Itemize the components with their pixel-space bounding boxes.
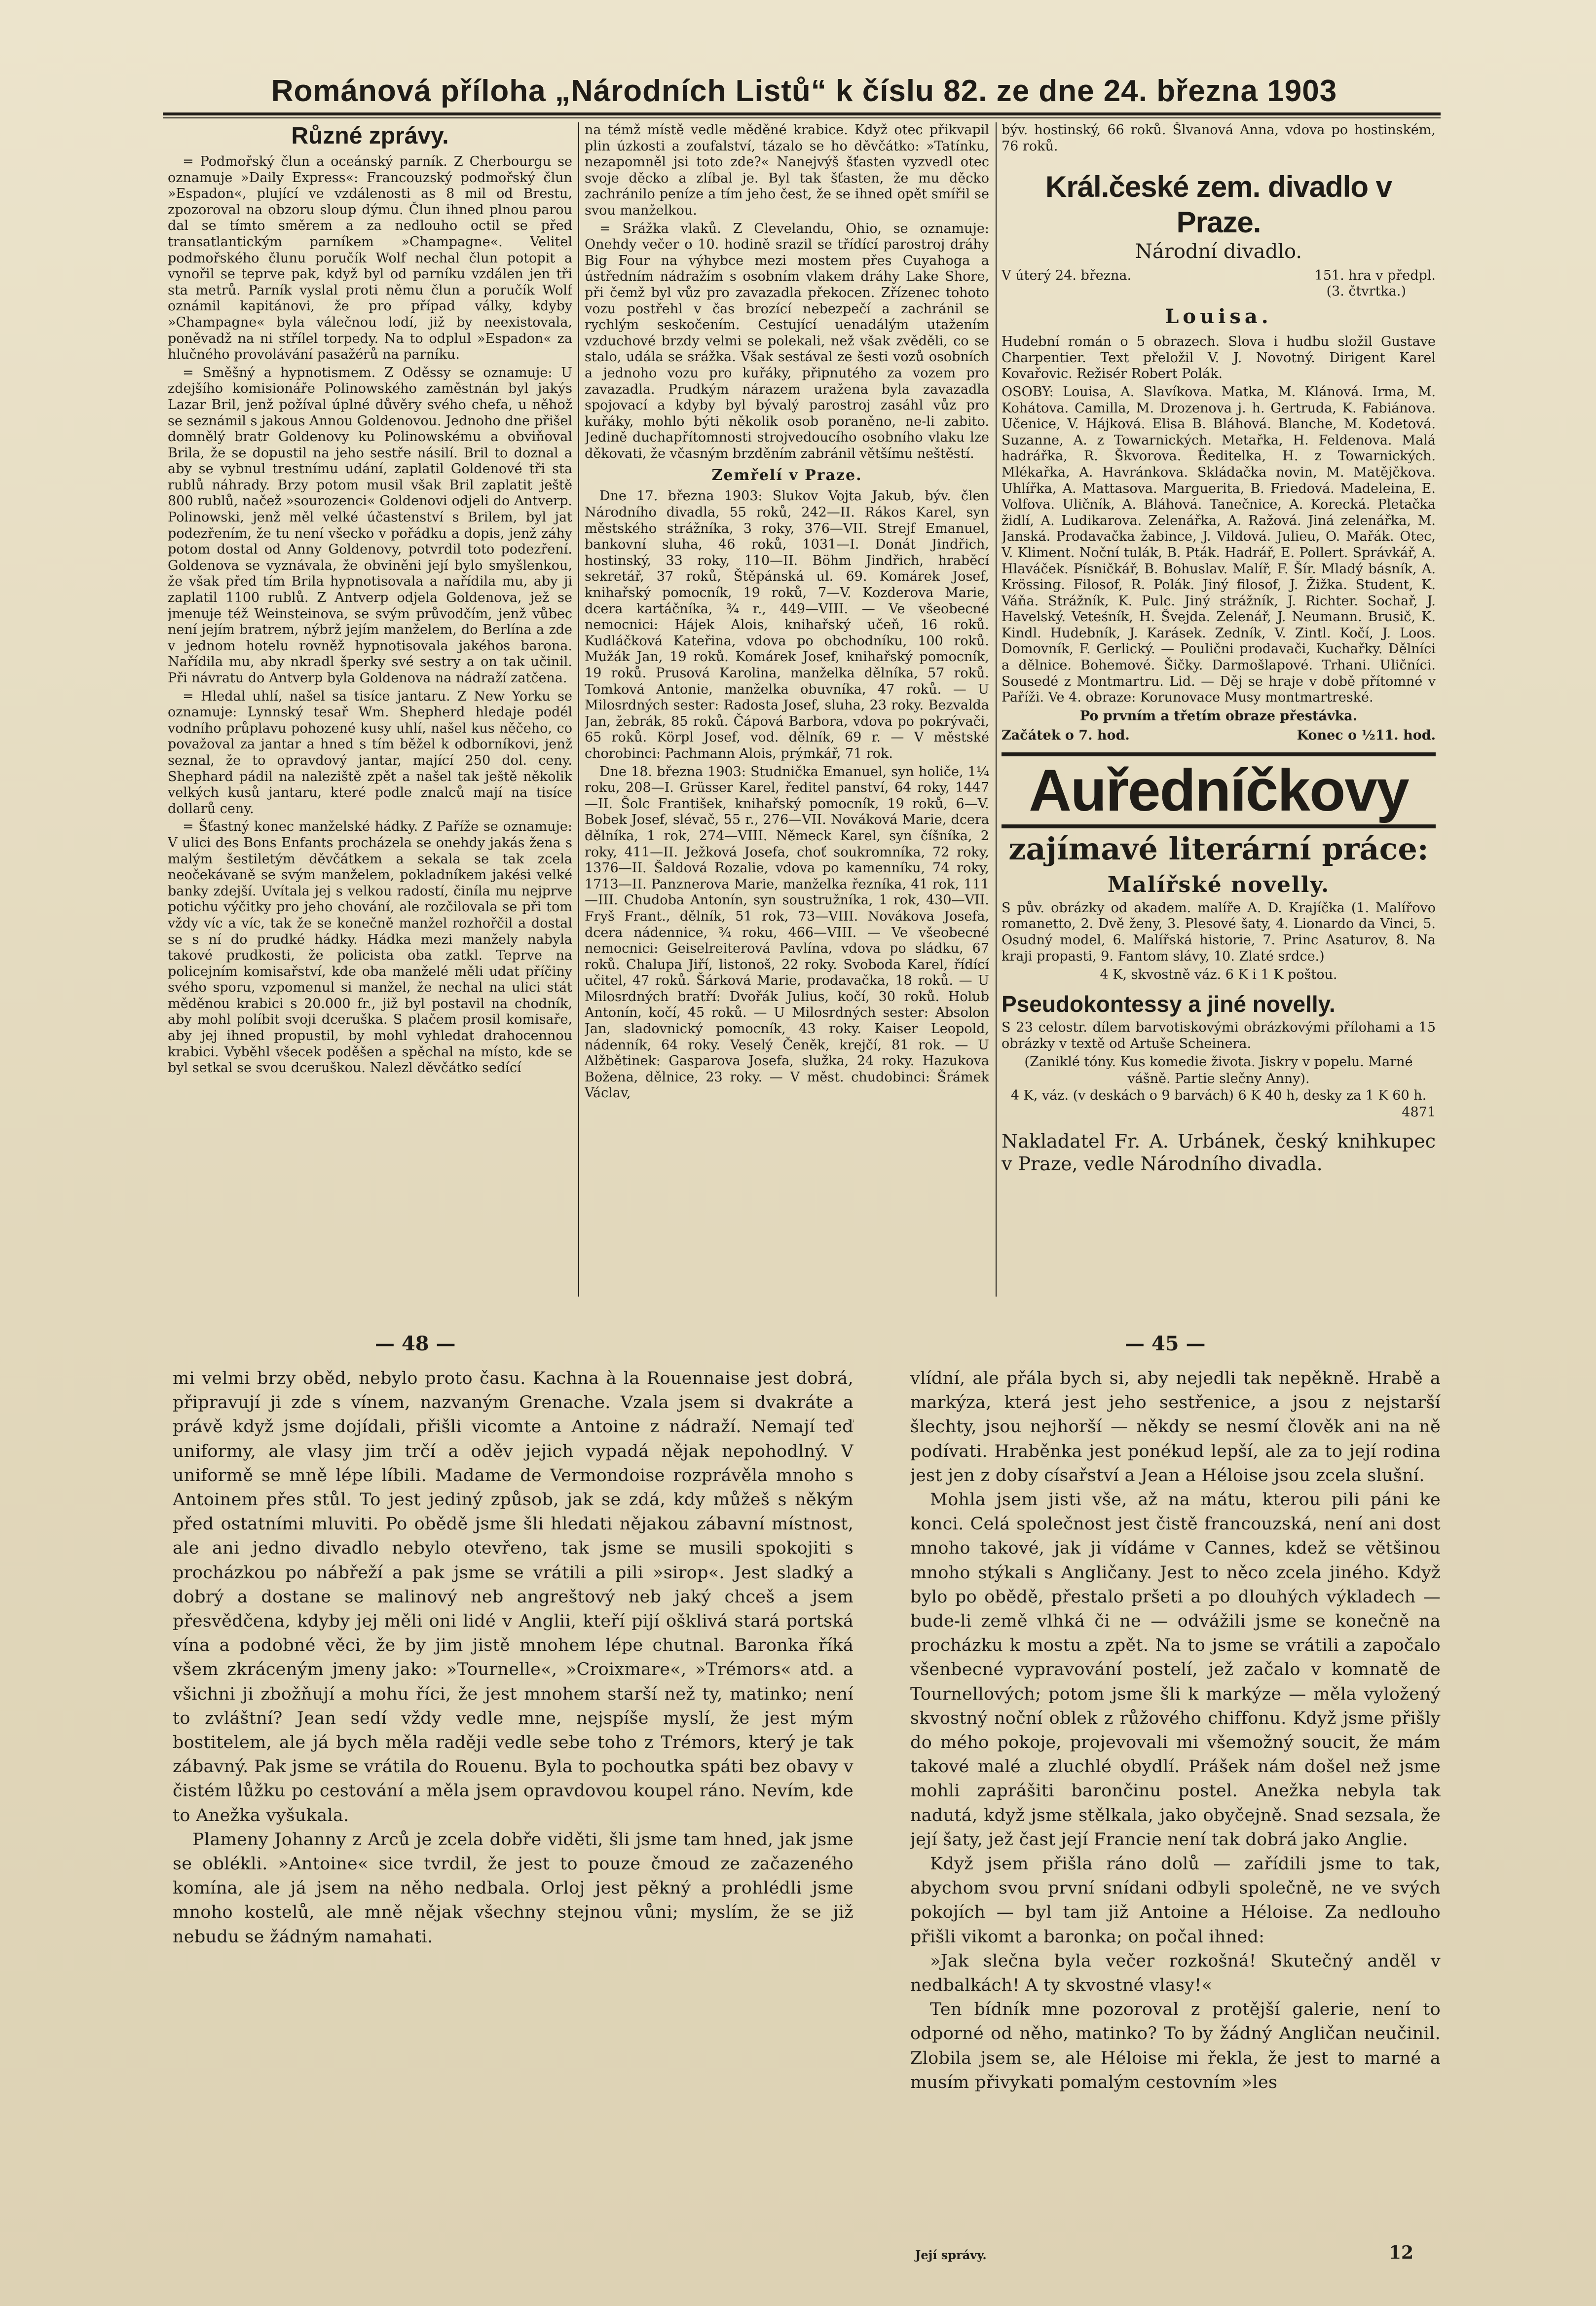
footer-signature: 12 (1389, 2242, 1414, 2263)
deaths-entry: Dne 18. března 1903: Studnička Emanuel, syn holiče, 1¼ roku, 208—I. Grüsser Karel, ředitel panství, 64 roky, 1447—II. Šolc František, knihařský pomocník, 19 roků, 6—V. Bobek Josef, slévač, 55 r., 276—VII. Nováková Marie, dcera dělníka, 1 rok, 274—VIII. Německ Karel, syn číšníka, 2 roky, 411—II. Ježková Josefa, choť soukromníka, 72 roky, 1376—II. Šaldová Rozalie, vdova po kamenníku, 74 roky, 1713—II. Panznerova Marie, manželka řezníka, 41 rok, 111—III. Chudoba Antonín, syn soustružníka, 1 rok, 430—VII. Fryš Frant., dělník, 51 rok, 73—VIII. Novákova Josefa, dcera nádennice, ¾ roku, 466—VIII. — Ve všeobecné nemocnici: Geiselreiterová Pavlína, vdova po sládku, 67 roků. Chalupa Jiří, listonoš, 22 roky. Svoboda Karel, řídící učitel, 47 roků. Šárková Marie, prodavačka, 18 roků. — U Milosrdných bratří: Dvořák Julius, kočí, 30 roků. Holub Antonín, kočí, 45 roků. — U Milosrdných sester: Absolon Jan, sladovnický pomocník, 43 roky. Kaiser Leopold, nádenník, 64 roky. Veselý Čeněk, krejčí, 81 rok. — U Alžbětinek: Gasparova Josefa, služka, 24 roky. Hazukova Božena, dělnice, 23 roky. — V měst. chudobinci: Šrámek Václav, (585, 764, 989, 1101)
footer-label: Její správy. (915, 2248, 987, 2262)
story-paragraph: Ten bídník mne pozoroval z protější galerie, není to odporné od něho, matinko? To by žádný Angličan neučinil. Zlobila jsem se, ale Héloise mi řekla, že jest to marné a musím přivykati pomalým cestovním »les (910, 2000, 1441, 2092)
article-paragraph: = Podmořský člun a oceánský parník. Z Cherbourgu se oznamuje »Daily Express«: Francouzský podmořský člun »Espadon«, plující ve vzdálenosti as 8 mil od Brestu, zpozoroval na obzoru sloup dýmu. Člun ihned plnou parou dal se tímto směrem a za nedlouho octil se před transatlantickým parníkem »Champagne«. Velitel podmořského člunu poručík Wolf nechal člun potopit a vynořil se teprve pak, když byl od parníku vzdálen jen tři sta metrů. Parník vyslal proti němu člun a poručík Wolf oznámil kapitánovi, že pro případ války, kdyby »Champagne« byla válečnou lodí, již by neexistovala, poněvadž na ni střílel torpedy. Na to odplul »Espadon« za hlučného provolávání pasažérů na parníku. (168, 154, 572, 363)
masthead-rule (163, 112, 1441, 115)
masthead-rule-thin (163, 117, 1441, 118)
intermission-note: Po prvním a třetím obraze přestávka. (1079, 708, 1358, 724)
end-time: Konec o ½11. hod. (1297, 727, 1436, 743)
advertisement-title: Auředníčkovy (1002, 752, 1436, 828)
story-column-left (173, 1367, 854, 2255)
column-divider (996, 122, 997, 1297)
time-row (1002, 728, 1436, 744)
article-paragraph: = Směšný a hypnotismem. Z Oděssy se oznamuje: U zdejšího komisionáře Polinowského zaměstnán byl jakýs Lazar Bril, jenž požíval úplné důvěry svého chefa, u něhož se seznámil s jakous Annou Goldenovou. Jednoho dne přišel domnělý bratr Goldenovy ku Polinowskému a obviňoval Brila, že se dopustil na jeho sestře násilí. Bril to doznal a aby se vybnul trestnímu udání, zaplatil Goldenové tři sta rublů náhrady. Brzy potom musil však Bril zaplatit ještě 800 rublů, načež »sourozenci« Goldenovi odjeli do Antverp. Polinowski, jenž měl velké účastenství s Brilem, byl jat podezřením, že tu není všecko v pořádku a dopis, jenž záhy potom dostal od Anny Goldenovy, potvrdil toto podezření. Goldenova se vyznávala, že obviněni její bylo smyšlenkou, že však před tím Brila hypnotisovala a nařídila mu, aby ji zaplatil 1100 rublů. Z Antverp odjela Goldenova, jež se jmenuje též Weinsteinova, se svým průvodčím, jenž vůbec není jejím bratrem, nýbrž jejím manželem, do Berlína a zde v jednom hotelu rovněž hypnotisovala jakéhos barona. Nařídila mu, aby nkradl šperky své sestry a on tak učinil. Při návratu do Antverp byla Goldenova na nádraží zatčena. (168, 365, 572, 686)
story-paragraph: vlídní, ale přála bych si, aby nejedli tak nepěkně. Hrabě a markýza, která jest jeho sestřenice, a jsou z nejstarší šlechty, jsou nejhorší — někdy se nesmí člověk ani na ně podívati. Hraběnka jest ponékud lepší, ale za to její rodina jest jen z doby císařství a Jean a Héloise jsou zcela slušní. (910, 1369, 1441, 1486)
article-paragraph: = Srážka vlaků. Z Clevelandu, Ohio, se oznamuje: Onehdy večer o 10. hodině srazil se třídící parostroj dráhy Big Four na výhybce mezi mostem přes Cuyahoga a ústředním nádražím s osobním vlakem dráhy Lake Shore, při čemž byl vůz pro zavazadla překocen. Zřízenec tohoto vozu postřehl v čas brozící nebezpečí a zachránil se rychlým seskočením. Cestující uenadálým utažením vzduchové brzdy velmi se polekali, než však zvěděli, co se stalo, udála se srážka. Však sestával ze šesti vozů osobních a jednoho vozu pro kuřáky, připnutého za vozem pro zavazadla. Prudkým nárazem uražena byla zavazadla spojovací a kdyby byl bývalý parostroj zasáhl vůz pro kuřáky, mohlo býti několik osob poraněno, ne-li zabito. Jedině duchapřítomnosti strojvedoucího osobního vlaku lze děkovati, že včasným brzděním zabránil většímu neštěstí. (585, 221, 989, 461)
section-title: Různé zprávy. (291, 123, 449, 149)
theatre-title: Král.české zem. divadlo v Praze. (1045, 170, 1392, 239)
advertisement-text: S 23 celostr. dílem barvotiskovými obrázkovými přílohami a 15 obrázky v textě od Artuše Scheinera. (1002, 1020, 1436, 1051)
article-paragraph: býv. hostinský, 66 roků. Šlvanová Anna, vdova po hostinském, 76 roků. (1002, 122, 1436, 154)
performance-quarter-row (1002, 284, 1436, 299)
column-1 (168, 122, 572, 1297)
deaths-entry: Dne 17. března 1903: Slukov Vojta Jakub, býv. člen Národního divadla, 55 roků, 242—II. Rákos Karel, syn městského strážníka, 3 roky, 376—VII. Strejf Emanuel, bankovní sluha, 46 roků, 1031—I. Donát Jindřich, hostinský, 33 roky, 110—II. Böhm Jindřich, hraběcí sekretář, 37 roků, Štěpánská ul. 69. Komárek Josef, knihařský pomocník, 19 roků, 7—V. Kozderova Marie, dcera kartáčníka, ¾ r., 449—VIII. — Ve všeobecné nemocnici: Hájek Alois, knihařský učeň, 16 roků. Kudláčková Kateřina, vdova po obchodníku, 100 roků. Mužák Jan, 19 roků. Komárek Josef, knihařský pomocník, 19 roků. Prusová Karolina, manželka dělníka, 57 roků. Tomková Antonie, manželka obuvníka, 47 roků. — U Milosrdných sester: Radosta Josef, sluha, 23 roky. Bezvalda Jan, žebrák, 85 roků. Čápová Barbora, vdova po pokrývači, 65 roků. Körpl Josef, vod. dělník, 69 r. — V městské chorobinci: Pachmann Alois, prýmkář, 71 rok. (585, 488, 989, 761)
advertisement-price: 4 K, váz. (v deskách o 9 barvách) 6 K 40 h, desky za 1 K 60 h. (1010, 1088, 1427, 1104)
subscription-number: 151. hra v předpl. (1314, 268, 1436, 284)
column-divider (578, 122, 579, 1297)
performance-date-row (1002, 268, 1436, 284)
story-paragraph: »Jak slečna byla večer rozkošná! Skutečný anděl v nedbalkách! A ty skvostné vlasy!« (910, 1951, 1441, 1996)
article-paragraph: = Hledal uhlí, našel sa tisíce jantaru. Z New Yorku se oznamuje: Lynnský tesař Wm. Shepherd hledaje podél vodního průplavu pohozené kusy uhlí, našel kus něčeho, co považoval za jantar a hned s tím běžel k odborníkovi, jenž seznal, že to opravdový jantar, mající 250 dol. ceny. Shephard pádil na naleziště zpět a našel tak ještě několik velkých kusů jantaru, které podle znalců mají na tisíce dollarů ceny. (168, 688, 572, 817)
advertisement-heading: Malířské novelly. (1107, 872, 1330, 897)
masthead: Románová příloha „Národních Listů“ k číslu 82. ze dne 24. března 1903 (271, 74, 1337, 108)
advertisement-code: 4871 (1402, 1105, 1436, 1120)
column-2 (585, 122, 989, 1297)
play-cast: OSOBY: Louisa, A. Slavíkova. Matka, M. Klánová. Irma, M. Kohátova. Camilla, M. Drozenova j. h. Gertruda, K. Fabiánova. Učenice, V. Hájková. Elisa B. Bláhová. Blanche, M. Kodetová. Suzanne, A. z Towarnických. Metařka, H. Feldenova. Malá hadrářka, R. Škvorova. Ředitelka, H. z Towarnických. Mlékařka, A. Havránkova. Skládačka novin, M. Matějčkova. Uhlířka, A. Mattasova. Marguerita, B. Friedová. Madeleina, E. Volfova. Uličník, A. Bláhová. Tanečnice, A. Korecká. Pletačka židlí, A. Ludikarova. Zelenářka, A. Ražová. Jiná zelenářka, M. Janská. Prodavačka žabince, J. Vildová. Julieu, O. Mařák. Otec, V. Kliment. Noční tulák, B. Pták. Hadrář, E. Pollert. Správkář, A. Hlaváček. Písničkář, B. Bohuslav. Malíř, F. Šír. Mladý básník, A. Krössing. Filosof, R. Polák. Jiný filosof, J. Žižka. Student, K. Váňa. Strážník, K. Pulc. Jiný strážník, J. Richter. Sochař, J. Havelský. Veteśník, H. Švejda. Zelenář, J. Neumann. Brusič, K. Kindl. Hudebník, J. Karásek. Zedník, V. Zintl. Kočí, J. Loos. Domovník, F. Gerlický. — Poulični prodavači, Kuchařky. Dělníci a dělnice. Bohemové. Šičky. Darmošlapové. Trhani. Uličníci. Sousedé z Montmartru. Lid. — Děj se hraje v době přítomné v Paříži. Ve 4. obraze: Korunovace Musy montmartreské. (1002, 384, 1436, 706)
theatre-subtitle: Národní divadlo. (1135, 240, 1302, 263)
story-column-right (910, 1367, 1441, 2240)
page-number-left: — 48 — (375, 1332, 456, 1355)
story-paragraph: Plameny Johanny z Arců je zcela dobře viděti, šli jsme tam hned, jak jsme se oblékli. »Antoine« sice tvrdil, že jest to pouze čmoud ze začazeného komína, ale já jsem na něho nedbala. Orloj jest pěkný a prohlédli jsme mnoho kostelů, ale mně nějak všechny stejnou vůni; myslím, že se již nebudu se žádným namahati. (173, 1829, 854, 1947)
play-title: Louisa. (1165, 305, 1272, 329)
article-paragraph: na témž místě vedle měděné krabice. Když otec přikvapil plin úzkosti a zoufalství, tázalo se ho děvčátko: »Tatínku, nezapomněl jsi toto zde?« Nanejvýš šťasten vyzvedl otec svoje děcko a zlíbal je. Byl tak šťasten, že mu děcko zachránilo peníze a tím jeho čest, že se ihned opět smířil se svou manželkou. (585, 122, 989, 218)
column-3 (1002, 122, 1436, 1297)
subscription-quarter: (3. čtvrtka.) (1326, 284, 1406, 299)
story-paragraph: Když jsem přišla ráno dolů — zařídili jsme to tak, abychom svou první snídani odbyli společně, ne ve svých pokojích — byl tam již Antoine a Héloise. Za nedlouho přišli vikomt a baronka; on počal ihned: (910, 1854, 1441, 1947)
publisher-line: Nakladatel Fr. A. Urbánek, český knihkupec v Praze, vedle Národního divadla. (1002, 1130, 1436, 1175)
deaths-title: Zemřelí v Praze. (711, 467, 862, 484)
article-paragraph: = Šťastný konec manželské hádky. Z Paříže se oznamuje: V ulici des Bons Enfants procházela se onehdy jakás žena s malým šestiletým děvčátkem a sekala se tak zcela neočekávaně se svým manželem, pokladníkem jakési velké banky zdejší. Uvítala jej s velkou radostí, činíla mu nejprve potichu výčitky pro jeho chování, ale rozčilovala se při tom vždy víc a víc, tak že se konečně manžel rozhořčil a dostal se s ní do prudké hádky. Hádka mezi manžely nabyla takové prudkosti, že policista oba zatkl. Teprve na policejním komisařství, kde oba manželé měli udat příčiny svého sporu, vzpomenul si manžel, že nechal na ulici stát měděnou krabici s 20.000 fr., již byl postavil na chodník, aby mohl políbit svoji dceruška. S plačem prosil komisaře, aby jej ihned propustil, by mohl vyhledat drahocennou krabici. Vyběhl všecek poděšen a spěchal na místo, kde se byl setkal se svou dceruškou. Nalezl děvčátko sedící (168, 819, 572, 1076)
advertisement-text: S pův. obrázky od akadem. malíře A. D. Krajíčka (1. Malířovo romanetto, 2. Dvě ženy, 3. Plesové šaty, 4. Lionardo da Vinci, 5. Osudný model, 6. Malířská historie, 7. Princ Asaturov, 8. Na kraji propasti, 9. Fantom slávy, 10. Zlaté srdce.) (1002, 900, 1436, 964)
story-paragraph: mi velmi brzy oběd, nebylo proto času. Kachna à la Rouennaise jest dobrá, připravují ji zde s vínem, nazvaným Grenache. Vzala jsem si dvakráte a právě když jsme dojídali, přišli vicomte a Antoine z nádraží. Nemají teď uniformy, ale vlasy jim trčí a oděv jejich vypadá nějak nepohodlný. V uniformě se mně lépe líbili. Madame de Vermondoise rozprávěla mnoho s Antoinem přes stůl. To jest jediný způsob, jak se zdá, kdy můžeš s někým před ostatními mluviti. Po obědě jsme šli hledati nějakou zábavní místnost, ale ani jedno divadlo nebylo otevřeno, tak jsme se musili spokojiti s procházkou po nábřeží a pak jsme se vrátili a pili »sirop«. Jest sladký a dobrý a dostane se malinový neb angreštový neb jaký chceš a jsem přesvědčena, kdyby jej měli oni lidé v Anglii, kteří pijí ošklivá stará portská vína a podobné věci, že by jim jistě mnohem lépe chutnal. Baronka říká všem zkráceným jmeny jako: »Tournelle«, »Croixmare«, »Trémors« atd. a všichni ji zbožňují a mohu říci, že jest mnohem starší než ty, matinko; není to zvláštní? Jean sedí vždy vedle mne, nejspíše myslí, že jest mým bostitelem, ale já bych měla raději vedle sebe toho z Trémors, který je tak zábavný. Pak jsme se vrátila do Rouenu. Byla to pochoutka spáti bez obavy v čistém lůžku po cestování a měla jsem opravdovou koupel ráno. Nevím, kde to Anežka vyšukala. (173, 1369, 854, 1825)
play-description: Hudební román o 5 obrazech. Slova i hudbu složil Gustave Charpentier. Text přeložil V. J. Novotný. Dirigent Karel Kovařovic. Režisér Robert Polák. (1002, 334, 1436, 382)
advertisement-price: 4 K, skvostně váz. 6 K i 1 K poštou. (1100, 967, 1337, 983)
advertisement-subtitle: zajímavé literární práce: (1008, 830, 1429, 867)
page-number-right: — 45 — (1125, 1332, 1206, 1355)
start-time: Začátek o 7. hod. (1002, 727, 1130, 743)
story-paragraph: Mohla jsem jisti vše, až na mátu, kterou pili páni ke konci. Celá společnost jest čistě francouzská, není ani dost mnoho takové, jak ji vídáme v Cannes, kdež se většinou mnoho stýkali s Angličany. Jest to něco zcela jiného. Když bylo po obědě, přestalo pršeti a po dlouhých výkladech — bude-li země vlhká či ne — odvážili jsme se konečně na procházku k mostu a zpět. Na to jsme se vrátili a započalo všenbecné vypravování postelí, jež začalo v komnatě de Tournellových; potom jsme šli k markýze — měla vyložený skvostný noční oblek z růžového chiffonu. Když jsme přišly do mého pokoje, projevovali mi všemožný soucit, že mám takové malé a zluchlé obydlí. Prášek nám došel než jsme mohli zaprášiti barončinu postel. Anežka nebyla tak nadutá, když jsme stělkala, jako obyčejně. Snad sezsala, že její šaty, jež čast její Francie není tak dobrá jako Anglie. (910, 1490, 1441, 1850)
advertisement-text: (Zaniklé tóny. Kus komedie života. Jiskry v popelu. Marné vášně. Partie slečny Anny). (1024, 1054, 1413, 1087)
advertisement-heading: Pseudokontessy a jiné novelly. (1002, 991, 1336, 1017)
performance-date: V úterý 24. března. (1002, 268, 1132, 284)
